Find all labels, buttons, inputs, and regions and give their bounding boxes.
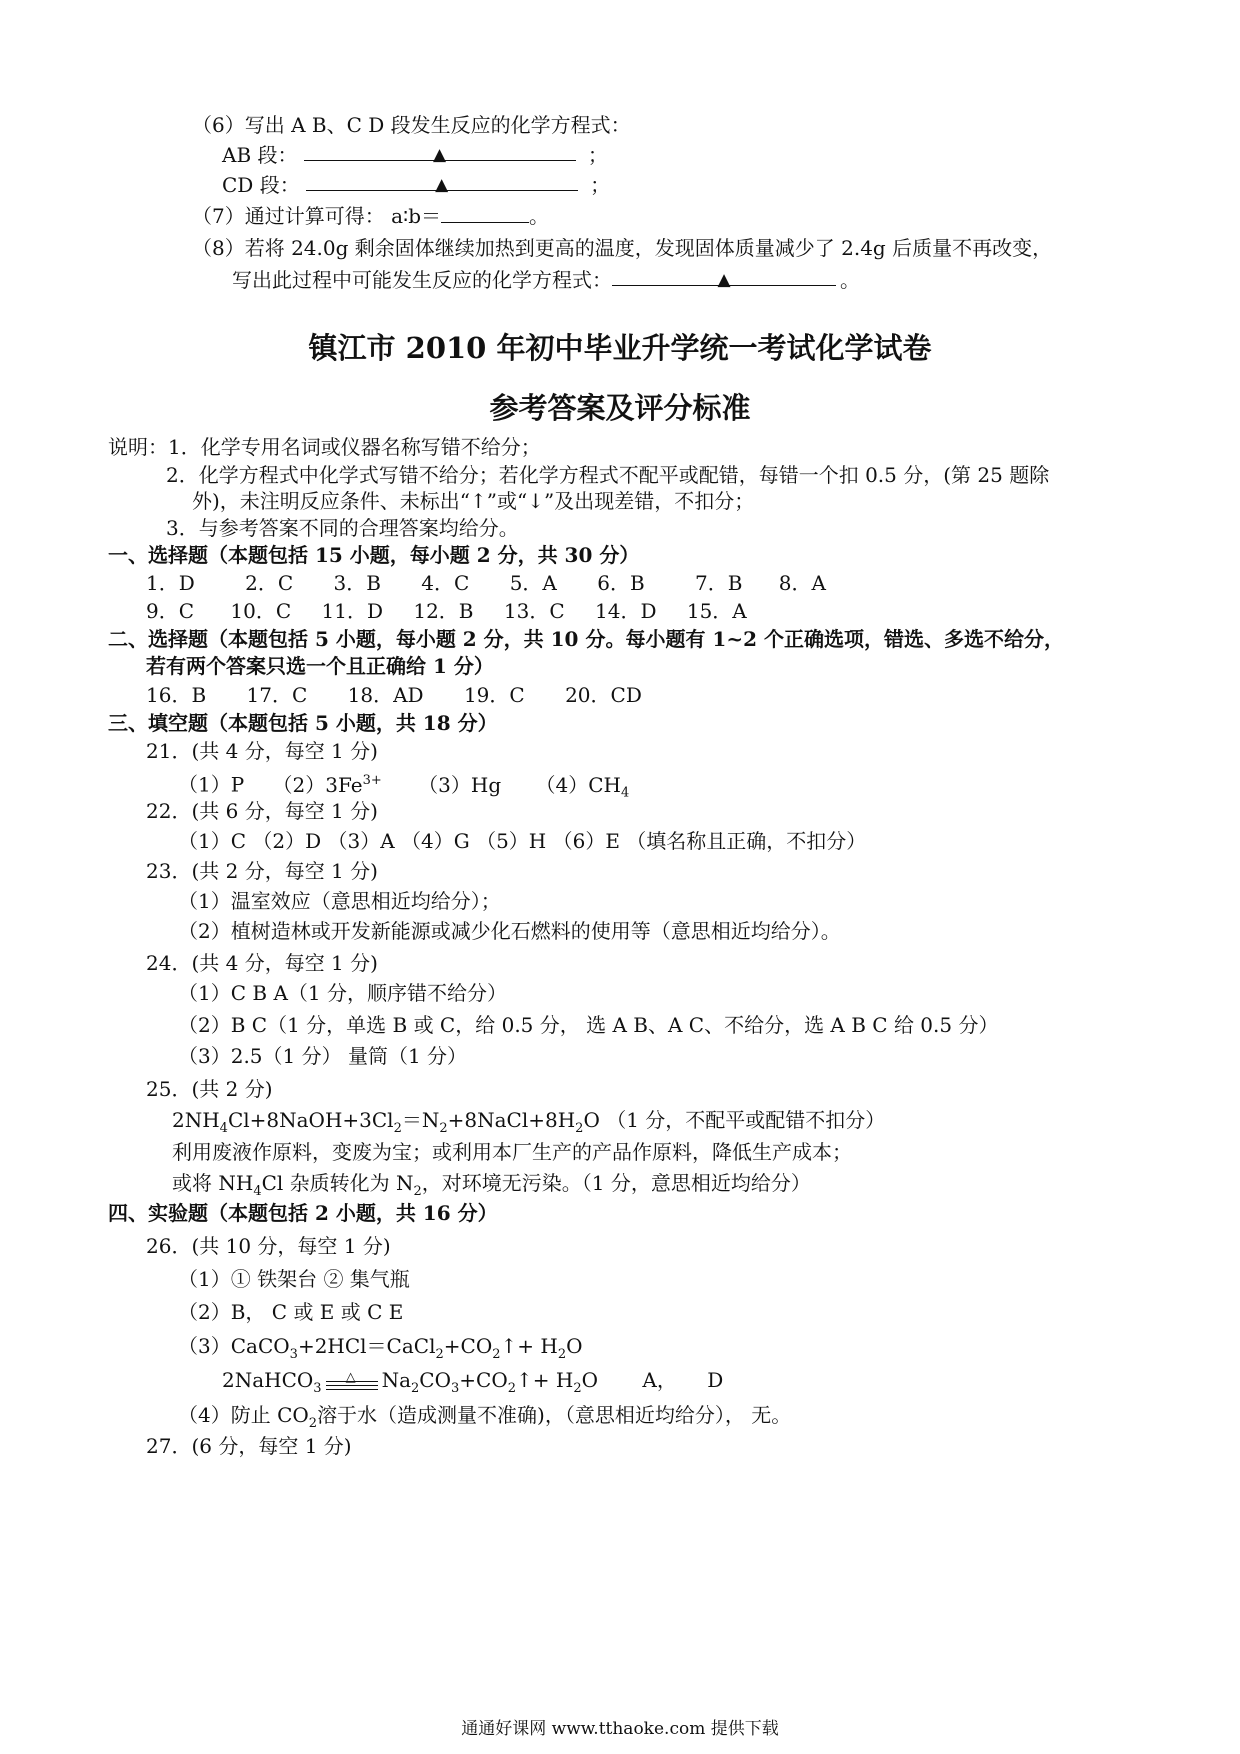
- answer: 2．C: [245, 571, 294, 595]
- q26-title: 26．(共 10 分，每空 1 分): [146, 1234, 391, 1258]
- subscript: 2: [439, 1121, 448, 1136]
- ab-label: AB 段：: [222, 143, 298, 167]
- subscript: 2: [413, 1184, 422, 1199]
- eq-part: （4）防止 CO: [178, 1403, 309, 1427]
- subscript: 2: [393, 1121, 402, 1136]
- q8-prompt: 写出此过程中可能发生反应的化学方程式：: [232, 268, 612, 292]
- eq-part: 溶于水（造成测量不准确)，（意思相近均给分）， 无。: [317, 1403, 792, 1427]
- answer: 5．A: [509, 571, 557, 595]
- note-2b: 外)，未注明反应条件、未标出“↑”或“↓”及出现差错，不扣分；: [192, 489, 755, 513]
- q24-a: （1）C B A（1 分，顺序错不给分）: [178, 981, 507, 1005]
- q7-end: 。: [529, 204, 550, 228]
- triangle-mark-icon: ▲: [435, 175, 449, 195]
- sec3-heading: 三、填空题（本题包括 5 小题，共 18 分）: [108, 711, 498, 735]
- eq-part: Na: [381, 1368, 412, 1392]
- answer: 11．D: [321, 599, 383, 623]
- eq-part: +CO: [459, 1368, 508, 1392]
- sec2-heading2: 若有两个答案只选一个且正确给 1 分）: [146, 654, 494, 678]
- eq-part: +2HCl＝CaCl: [297, 1334, 436, 1358]
- answer: 4．C: [421, 571, 470, 595]
- triangle-mark-icon: ▲: [432, 145, 447, 165]
- subscript: 2: [573, 1381, 582, 1396]
- heating-equals-sign: [326, 1369, 378, 1395]
- answer: 17．C: [246, 683, 308, 707]
- sec1-heading: 一、选择题（本题包括 15 小题，每小题 2 分，共 30 分）: [108, 543, 640, 567]
- q25-title: 25．(共 2 分): [146, 1077, 273, 1101]
- answer: 6．B: [597, 571, 645, 595]
- q21-title: 21．(共 4 分，每空 1 分): [146, 739, 378, 763]
- eq-part: O （1 分，不配平或配错不扣分）: [583, 1108, 886, 1132]
- q22-answers: （1）C （2）D （3）A （4）G （5）H （6）E （填名称且正确，不扣分）: [178, 829, 867, 853]
- answer: 13．C: [503, 599, 565, 623]
- q24-c: （3）2.5（1 分） 量筒（1 分）: [178, 1044, 468, 1068]
- q6-cd-line: [222, 172, 610, 198]
- subscript: 3: [289, 1347, 298, 1362]
- eq-part: ↑+ H: [516, 1368, 574, 1392]
- answer: 10．C: [230, 599, 292, 623]
- subscript: 2: [411, 1381, 420, 1396]
- q7-answer-blank[interactable]: [441, 204, 529, 223]
- q22-title: 22．(共 6 分，每空 1 分): [146, 799, 378, 823]
- note-3: 3．与参考答案不同的合理答案均给分。: [166, 516, 519, 540]
- cd-end: ；: [590, 173, 611, 197]
- eq-part: ↑+ H: [500, 1334, 558, 1358]
- eq-part: +8NaCl+8H: [447, 1108, 576, 1132]
- q6-ab-line: [222, 142, 608, 168]
- superscript: 3+: [362, 773, 382, 788]
- answer: （2）3Fe: [272, 772, 363, 797]
- eq-part: CO: [419, 1368, 451, 1392]
- q26-b: （2）B， C 或 E 或 C E: [178, 1300, 404, 1324]
- subscript: 2: [492, 1347, 501, 1362]
- page-title: 镇江市 2010 年初中毕业升学统一考试化学试卷: [308, 331, 932, 365]
- sec2-heading1: 二、选择题（本题包括 5 小题，每小题 2 分，共 10 分。每小题有 1~2 个正确选项，错选、多选不给分，: [108, 627, 1064, 651]
- q25-equation: [172, 1107, 885, 1142]
- page-subtitle: 参考答案及评分标准: [489, 391, 751, 425]
- q24-title: 24．(共 4 分，每空 1 分): [146, 951, 378, 975]
- eq-part: 2NH: [172, 1108, 220, 1132]
- answer: 19．C: [463, 683, 525, 707]
- eq-part: Cl+8NaOH+3Cl: [227, 1108, 394, 1132]
- answer: 20．CD: [565, 683, 642, 707]
- heat-triangle-icon: △: [345, 1369, 356, 1385]
- q7-line: [192, 203, 549, 229]
- cd-answer-blank[interactable]: [306, 172, 578, 195]
- eq-part: +CO: [443, 1334, 493, 1358]
- answer: D: [707, 1368, 724, 1392]
- sec2-row: [146, 682, 642, 708]
- answer: 16．B: [146, 683, 207, 707]
- answer: A，: [642, 1368, 677, 1392]
- answer: 7．B: [695, 571, 743, 595]
- answer: 12．B: [413, 599, 474, 623]
- q8-line2: [232, 267, 860, 293]
- subscript: 3: [451, 1381, 460, 1396]
- answer: （1）P: [178, 772, 245, 797]
- q8-line1: （8）若将 24.0g 剩余固体继续加热到更高的温度，发现固体质量减少了 2.4g 后质量不再改变，: [192, 236, 1053, 260]
- answer: 8．A: [778, 571, 826, 595]
- notes-1: [108, 434, 541, 460]
- q26-d: [222, 1367, 723, 1402]
- sec1-row2: [146, 598, 747, 624]
- answer: 18．AD: [347, 683, 424, 707]
- subscript: 2: [557, 1347, 567, 1362]
- q8-end: 。: [840, 268, 860, 292]
- sec1-row1: [146, 570, 826, 596]
- ab-end: ；: [587, 143, 608, 167]
- q23-title: 23．(共 2 分，每空 1 分): [146, 859, 378, 883]
- q23-a: （1）温室效应（意思相近均给分）；: [178, 889, 501, 913]
- eq-part: 或将 NH: [172, 1171, 254, 1195]
- answer: 3．B: [333, 571, 381, 595]
- notes-label: 说明：: [108, 435, 168, 459]
- q24-b: （2）B C（1 分，单选 B 或 C，给 0.5 分， 选 A B、A C、不给分，选 A B C 给 0.5 分）: [178, 1013, 999, 1037]
- q23-b: （2）植树造林或开发新能源或减少化石燃料的使用等（意思相近均给分）。: [178, 919, 841, 943]
- subscript: 4: [253, 1184, 262, 1199]
- eq-part: （3）CaCO: [178, 1334, 290, 1358]
- note-1: 1．化学专用名词或仪器名称写错不给分；: [168, 435, 541, 459]
- q26-e: [178, 1402, 791, 1437]
- eq-part: O: [581, 1368, 599, 1392]
- answer: （4）CH: [535, 772, 621, 797]
- answer: 1．D: [146, 571, 195, 595]
- subscript: 2: [575, 1121, 584, 1136]
- subscript: 2: [308, 1416, 318, 1431]
- note-2a: 2．化学方程式中化学式写错不给分；若化学方程式不配平或配错，每错一个扣 0.5 分，(第 25 题除: [166, 463, 1050, 487]
- eq-part: ＝N: [401, 1108, 440, 1132]
- q25-b: 利用废液作原料，变废为宝；或利用本厂生产的产品作原料，降低生产成本；: [172, 1140, 852, 1164]
- q26-a: （1）① 铁架台 ② 集气瓶: [178, 1267, 410, 1291]
- footer-credit: 通通好课网 www.tthaoke.com 提供下载: [461, 1719, 779, 1739]
- answer: （3）Hg: [418, 772, 502, 797]
- answer: 15．A: [686, 599, 747, 623]
- subscript: 2: [507, 1381, 517, 1396]
- answer: 14．D: [595, 599, 657, 623]
- eq-part: 2NaHCO: [222, 1368, 314, 1392]
- q26-c: [178, 1333, 583, 1368]
- q7-prompt: （7）通过计算可得： a∶b＝: [192, 204, 442, 228]
- sec4-heading: 四、实验题（本题包括 2 小题，共 16 分）: [108, 1201, 498, 1225]
- subscript: 4: [219, 1121, 228, 1136]
- cd-label: CD 段：: [222, 173, 300, 197]
- q8-answer-blank[interactable]: [612, 267, 836, 290]
- triangle-mark-icon: ▲: [717, 270, 731, 290]
- eq-part: ，对环境无污染。（1 分，意思相近均给分）: [421, 1171, 811, 1195]
- subscript: 2: [435, 1347, 444, 1362]
- subscript: 4: [620, 785, 630, 801]
- ab-answer-blank[interactable]: [304, 142, 576, 165]
- eq-part: Cl 杂质转化为 N: [261, 1171, 414, 1195]
- eq-part: O: [566, 1334, 583, 1358]
- q27-title: 27．(6 分，每空 1 分): [146, 1434, 352, 1458]
- q6-prompt: （6）写出 A B、C D 段发生反应的化学方程式：: [192, 113, 631, 137]
- answer: 9．C: [146, 599, 195, 623]
- subscript: 3: [313, 1381, 322, 1396]
